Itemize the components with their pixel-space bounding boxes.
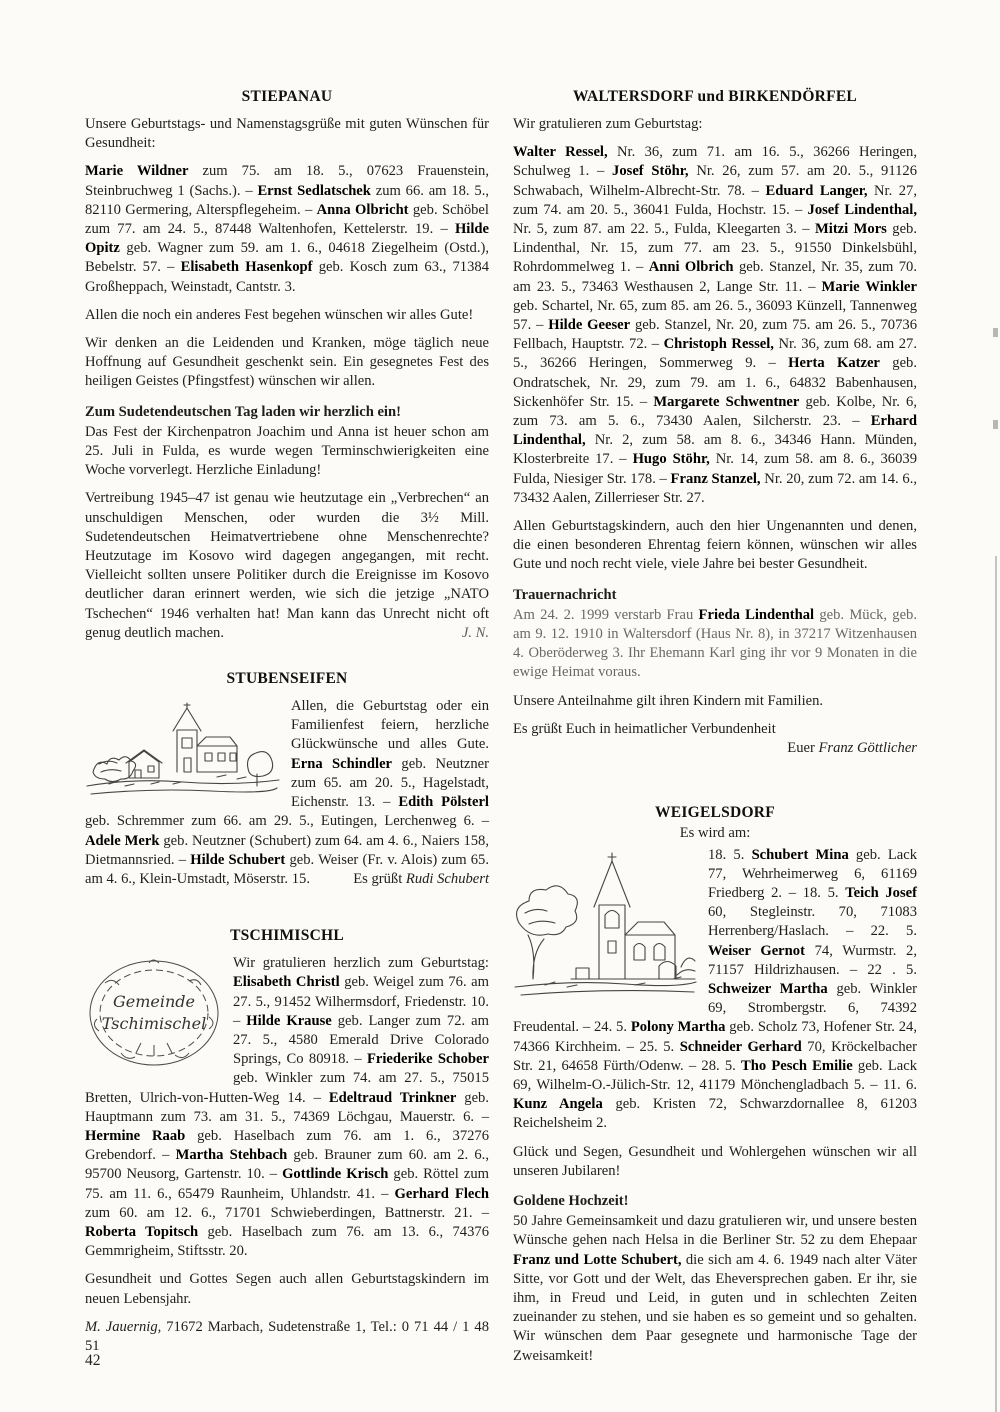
scan-artifact-tick [993, 328, 998, 337]
vertreibung-text: Vertreibung 1945–47 ist genau wie heutzutage ein „Verbrechen“ an unschuldigen Menschen, oder wurden die 3½ Mill. Sudetendeutschen Heimatvertriebene ohne Menschenrechte? Heutzutage im Kosovo wird dagegen angegangen, mit recht. Vielleicht sollten unsere Politiker durch die Ereignisse im Kosovo deutlicher daran erinnert werden, wie sich die jetzige „NATO Tschechen“ 1946 verhalten hat! Man kann das Unrecht nicht oft genug deutlich machen. [85, 490, 489, 641]
page-number: 42 [85, 1352, 101, 1369]
stubenseifen-signature [341, 870, 489, 889]
section-stiepanau [85, 88, 489, 643]
section-tschimischl [85, 927, 489, 1356]
signature-name: Franz Göttlicher [818, 740, 917, 757]
scan-artifact-tick [993, 420, 998, 429]
stiepanau-fest-wish: Allen die noch ein anderes Fest begehen wünschen wir alles Gute! [85, 306, 474, 323]
left-column [85, 88, 489, 1375]
goldene-hochzeit-body: 50 Jahre Gemeinsamkeit und dazu gratulieren wir, und unsere besten Wünsche gehen nach Helsa in die Berliner Str. 52 zu dem Ehepaar Franz und Lotte Schubert, die sich am 4. 6. 1949 nach alter Väter Sitte, vor Gott und der Welt, das Eheversprechen gaben. Er ihr, sie ihm, in Freud und Leid, in guten und in schlechten Zeiten zueinander zu stehen, und sie haben es so gemeint und so gehalten. Wir wünschen dem Paar gesegnete und harmonische Tage der Zweisamkeit! [513, 1213, 917, 1364]
trauernachricht-heading: Trauernachricht [513, 586, 617, 603]
waltersdorf-signature [513, 739, 917, 758]
waltersdorf-title: WALTERSDORF und BIRKENDÖRFEL [572, 88, 858, 105]
signature-name: Rudi Schubert [405, 870, 489, 887]
section-stubenseifen [85, 670, 489, 898]
weigelsdorf-church-illustration [513, 849, 698, 999]
right-column [513, 88, 917, 1375]
section-waltersdorf [513, 88, 917, 758]
tschimischl-body-block [85, 954, 489, 1270]
signature-prefix: Es grüßt [353, 870, 406, 887]
tschimischl-blessing: Gesundheit und Gottes Segen auch allen Geburtstagskindern im neuen Lebensjahr. [85, 1271, 489, 1307]
stiepanau-birthday-list: Marie Wildner zum 75. am 18. 5., 07623 Frauenstein, Steinbruchweg 1 (Sachs.). – Ernst Sedlatschek zum 66. am 18. 5., 82110 Germering, Alterspflegeheim. – Anna Olbricht geb. Schöbel zum 77. am 24. 5., 87448 Waltenhofen, Kettelerstr. 19. – Hilde Opitz geb. Wagner zum 59. am 1. 6., 04618 Ziegelheim (Ostd.), Bebelstr. 57. – Elisabeth Hasenkopf geb. Kosch zum 63., 71384 Großheppach, Weinstadt, Cantstr. 3. [85, 163, 489, 295]
stiepanau-pfingst-note: Wir denken an die Leidenden und Kranken, möge täglich neue Hoffnung auf Gesundheit geschenkt sein. Ein gesegnetes Fest des heiligen Geistes (Pfingstfest) wünschen wir allen. [85, 335, 489, 390]
waltersdorf-gruss: Es grüßt Euch in heimatlicher Verbundenheit [513, 720, 776, 737]
stubenseifen-body-block [85, 697, 489, 898]
stiepanau-title: STIEPANAU [241, 88, 333, 105]
stubenseifen-village-church-illustration [85, 700, 281, 800]
signature-prefix: Euer [787, 740, 819, 757]
waltersdorf-anteilnahme: Unsere Anteilnahme gilt ihren Kindern mit Familien. [513, 692, 824, 709]
weigelsdorf-wishes: Glück und Segen, Gesundheit und Wohlergehen wünschen wir all unseren Jubilaren! [513, 1143, 917, 1179]
tschimischl-title: TSCHIMISCHL [230, 927, 344, 945]
stamp-text-line2: Tschimischel [101, 1014, 207, 1034]
author-initials: J. N. [461, 624, 489, 641]
weigelsdorf-subtitle: Es wird am: [679, 825, 751, 842]
tschimischl-contact: M. Jauernig, 71672 Marbach, Sudetenstraße 1, Tel.: 0 71 44 / 1 48 51 [85, 1318, 489, 1354]
weigelsdorf-body-block [513, 846, 917, 1143]
trauernachricht-body: Am 24. 2. 1999 verstarb Frau Frieda Lindenthal geb. Mück, geb. am 9. 12. 1910 in Waltersdorf (Haus Nr. 8), in 37217 Witzenhausen 4. Oberöderweg 3. Ihr Ehemann Karl ging ihr vor 9 Monaten in die ewige Heimat voraus. [513, 606, 917, 681]
stubenseifen-text: Allen, die Geburtstag oder ein Familienfest feiern, herzliche Glückwünsche und alles Gute. Erna Schindler geb. Neutzner zum 65. am 20. 5., Hagelstadt, Eichenstr. 13. – Edith Pölsterl geb. Schremmer zum 66. am 29. 5., Eutingen, Lerchenweg 6. – Adele Merk geb. Neutzner (Schubert) zum 64. am 4. 6., Naiers 158, Dietmannsried. – Hilde Schubert geb. Weiser (Fr. v. Alois) zum 65. am 4. 6., Klein-Umstadt, Möserstr. 15. [85, 698, 490, 887]
goldene-hochzeit-heading: Goldene Hochzeit! [513, 1192, 629, 1209]
gemeinde-tschimischel-stamp [85, 957, 223, 1069]
tschimischl-birthday-list: Wir gratulieren herzlich zum Geburtstag: Elisabeth Christl geb. Weigel zum 76. am 27. 5., 91452 Wilhermsdorf, Friedenstr. 10. – Hilde Krause geb. Langer zum 72. am 27. 5., 4580 Emerald Drive Colorado Springs, Co 80918. – Friederike Schober geb. Winkler zum 74. am 27. 5., 75015 Bretten, Ulrich-von-Hutten-Weg 14. – Edeltraud Trinkner geb. Hauptmann zum 73. am 31. 5., 74369 Löchgau, Mauerstr. 6. – Hermine Raab geb. Haselbach zum 76. am 1. 6., 37276 Grebendorf. – Martha Stehbach geb. Brauner zum 60. am 2. 6., 95700 Neusorg, Gartenstr. 10. – Gottlinde Krisch geb. Röttel zum 75. am 11. 6., 65479 Raunheim, Uhlandstr. 41. – Gerhard Flech zum 60. am 12. 6., 71701 Schwieberdingen, Battnerstr. 21. – Roberta Topitsch geb. Haselbach zum 76. am 13. 6., 74376 Gemmrigheim, Stiftsstr. 20. [85, 955, 490, 1260]
scan-artifact-line [995, 556, 997, 1412]
waltersdorf-birthday-list: Walter Ressel, Nr. 36, zum 71. am 16. 5., 36266 Heringen, Schulweg 1. – Josef Stöhr, Nr. 26, zum 57. am 20. 5., 91126 Schwabach, Wilhelm-Albrecht-Str. 78. – Eduard Langer, Nr. 27, zum 74. am 20. 5., 36041 Fulda, Hochstr. 15. – Josef Lindenthal, Nr. 5, zum 87. am 22. 5., Fulda, Kleegarten 3. – Mitzi Mors geb. Lindenthal, Nr. 15, zum 77. am 23. 5., 91550 Dinkelsbühl, Rohrdommelweg 1. – Anni Olbrich geb. Stanzel, Nr. 35, zum 70. am 23. 5., 73463 Westhausen 2, Lange Str. 11. – Marie Winkler geb. Schartel, Nr. 65, zum 85. am 26. 5., 36093 Künzell, Tannenweg 57. – Hilde Geeser geb. Stanzel, Nr. 20, zum 75. am 26. 5., 70736 Fellbach, Hauptstr. 72. – Christoph Ressel, Nr. 36, zum 68. am 27. 5., 36266 Heringen, Sommerweg 9. – Herta Katzer geb. Ondratschek, Nr. 29, zum 79. am 1. 6., 64832 Babenhausen, Sickenhöfer Str. 15. – Margarete Schwentner geb. Kolbe, Nr. 6, zum 73. am 5. 6., 73430 Aalen, Silcherstr. 23. – Erhard Lindenthal, Nr. 2, zum 58. am 8. 6., 34346 Hann. Münden, Klosterbreite 17. – Hugo Stöhr, Nr. 14, zum 58. am 8. 6., 36039 Fulda, Niesiger Str. 178. – Franz Stanzel, Nr. 20, zum 72. am 14. 6., 73432 Aalen, Zillerrieser Str. 27. [513, 144, 917, 506]
weigelsdorf-birthday-list: 18. 5. Schubert Mina geb. Lack 77, Wehrheimerweg 6, 61169 Friedberg 2. – 18. 5. Teich Josef 60, Stegleinstr. 70, 71083 Herrenberg/Haslach. – 22. 5. Weiser Gernot 74, Wurmstr. 2, 71157 Hildrizhausen. – 22 . 5. Schweizer Martha geb. Winkler 69, Strombergstr. 6, 74392 Freudental. – 24. 5. Polony Martha geb. Scholz 73, Hofener Str. 24, 74366 Kirchheim. – 25. 5. Schneider Gerhard 70, Kröckelbacher Str. 21, 64658 Fürth/Odenw. – 28. 5. Tho Pesch Emilie geb. Lack 69, Wilhelm-O.-Jülich-Str. 12, 41179 Mönchengladbach 5. – 11. 6. Kunz Angela geb. Kristen 72, Schwarzdornallee 8, 61203 Reichelsheim 2. [513, 846, 918, 1132]
stamp-text-line1: Gemeinde [112, 992, 196, 1012]
sudetentag-body: Das Fest der Kirchenpatron Joachim und Anna ist heuer schon am 25. Juli in Fulda, es wurde wegen Terminschwierigkeiten eine Woche vorverlegt. Herzliche Einladung! [85, 423, 489, 479]
stubenseifen-title: STUBENSEIFEN [226, 670, 348, 688]
vertreibung-commentary [85, 489, 489, 643]
weigelsdorf-title: WEIGELSDORF [655, 804, 775, 822]
waltersdorf-wishes: Allen Geburtstagskindern, auch den hier Ungenannten und denen, die einen besonderen Ehrentag feiern können, wünschen wir alles Gute und noch recht viele, viele Jahre bei bester Gesundheit. [513, 518, 917, 573]
stiepanau-intro: Unsere Geburtstags- und Namenstagsgrüße mit guten Wünschen für Gesundheit: [85, 116, 489, 152]
waltersdorf-intro: Wir gratulieren zum Geburtstag: [513, 116, 703, 132]
section-weigelsdorf [513, 804, 917, 1365]
sudetentag-heading: Zum Sudetendeutschen Tag laden wir herzlich ein! [85, 403, 401, 420]
